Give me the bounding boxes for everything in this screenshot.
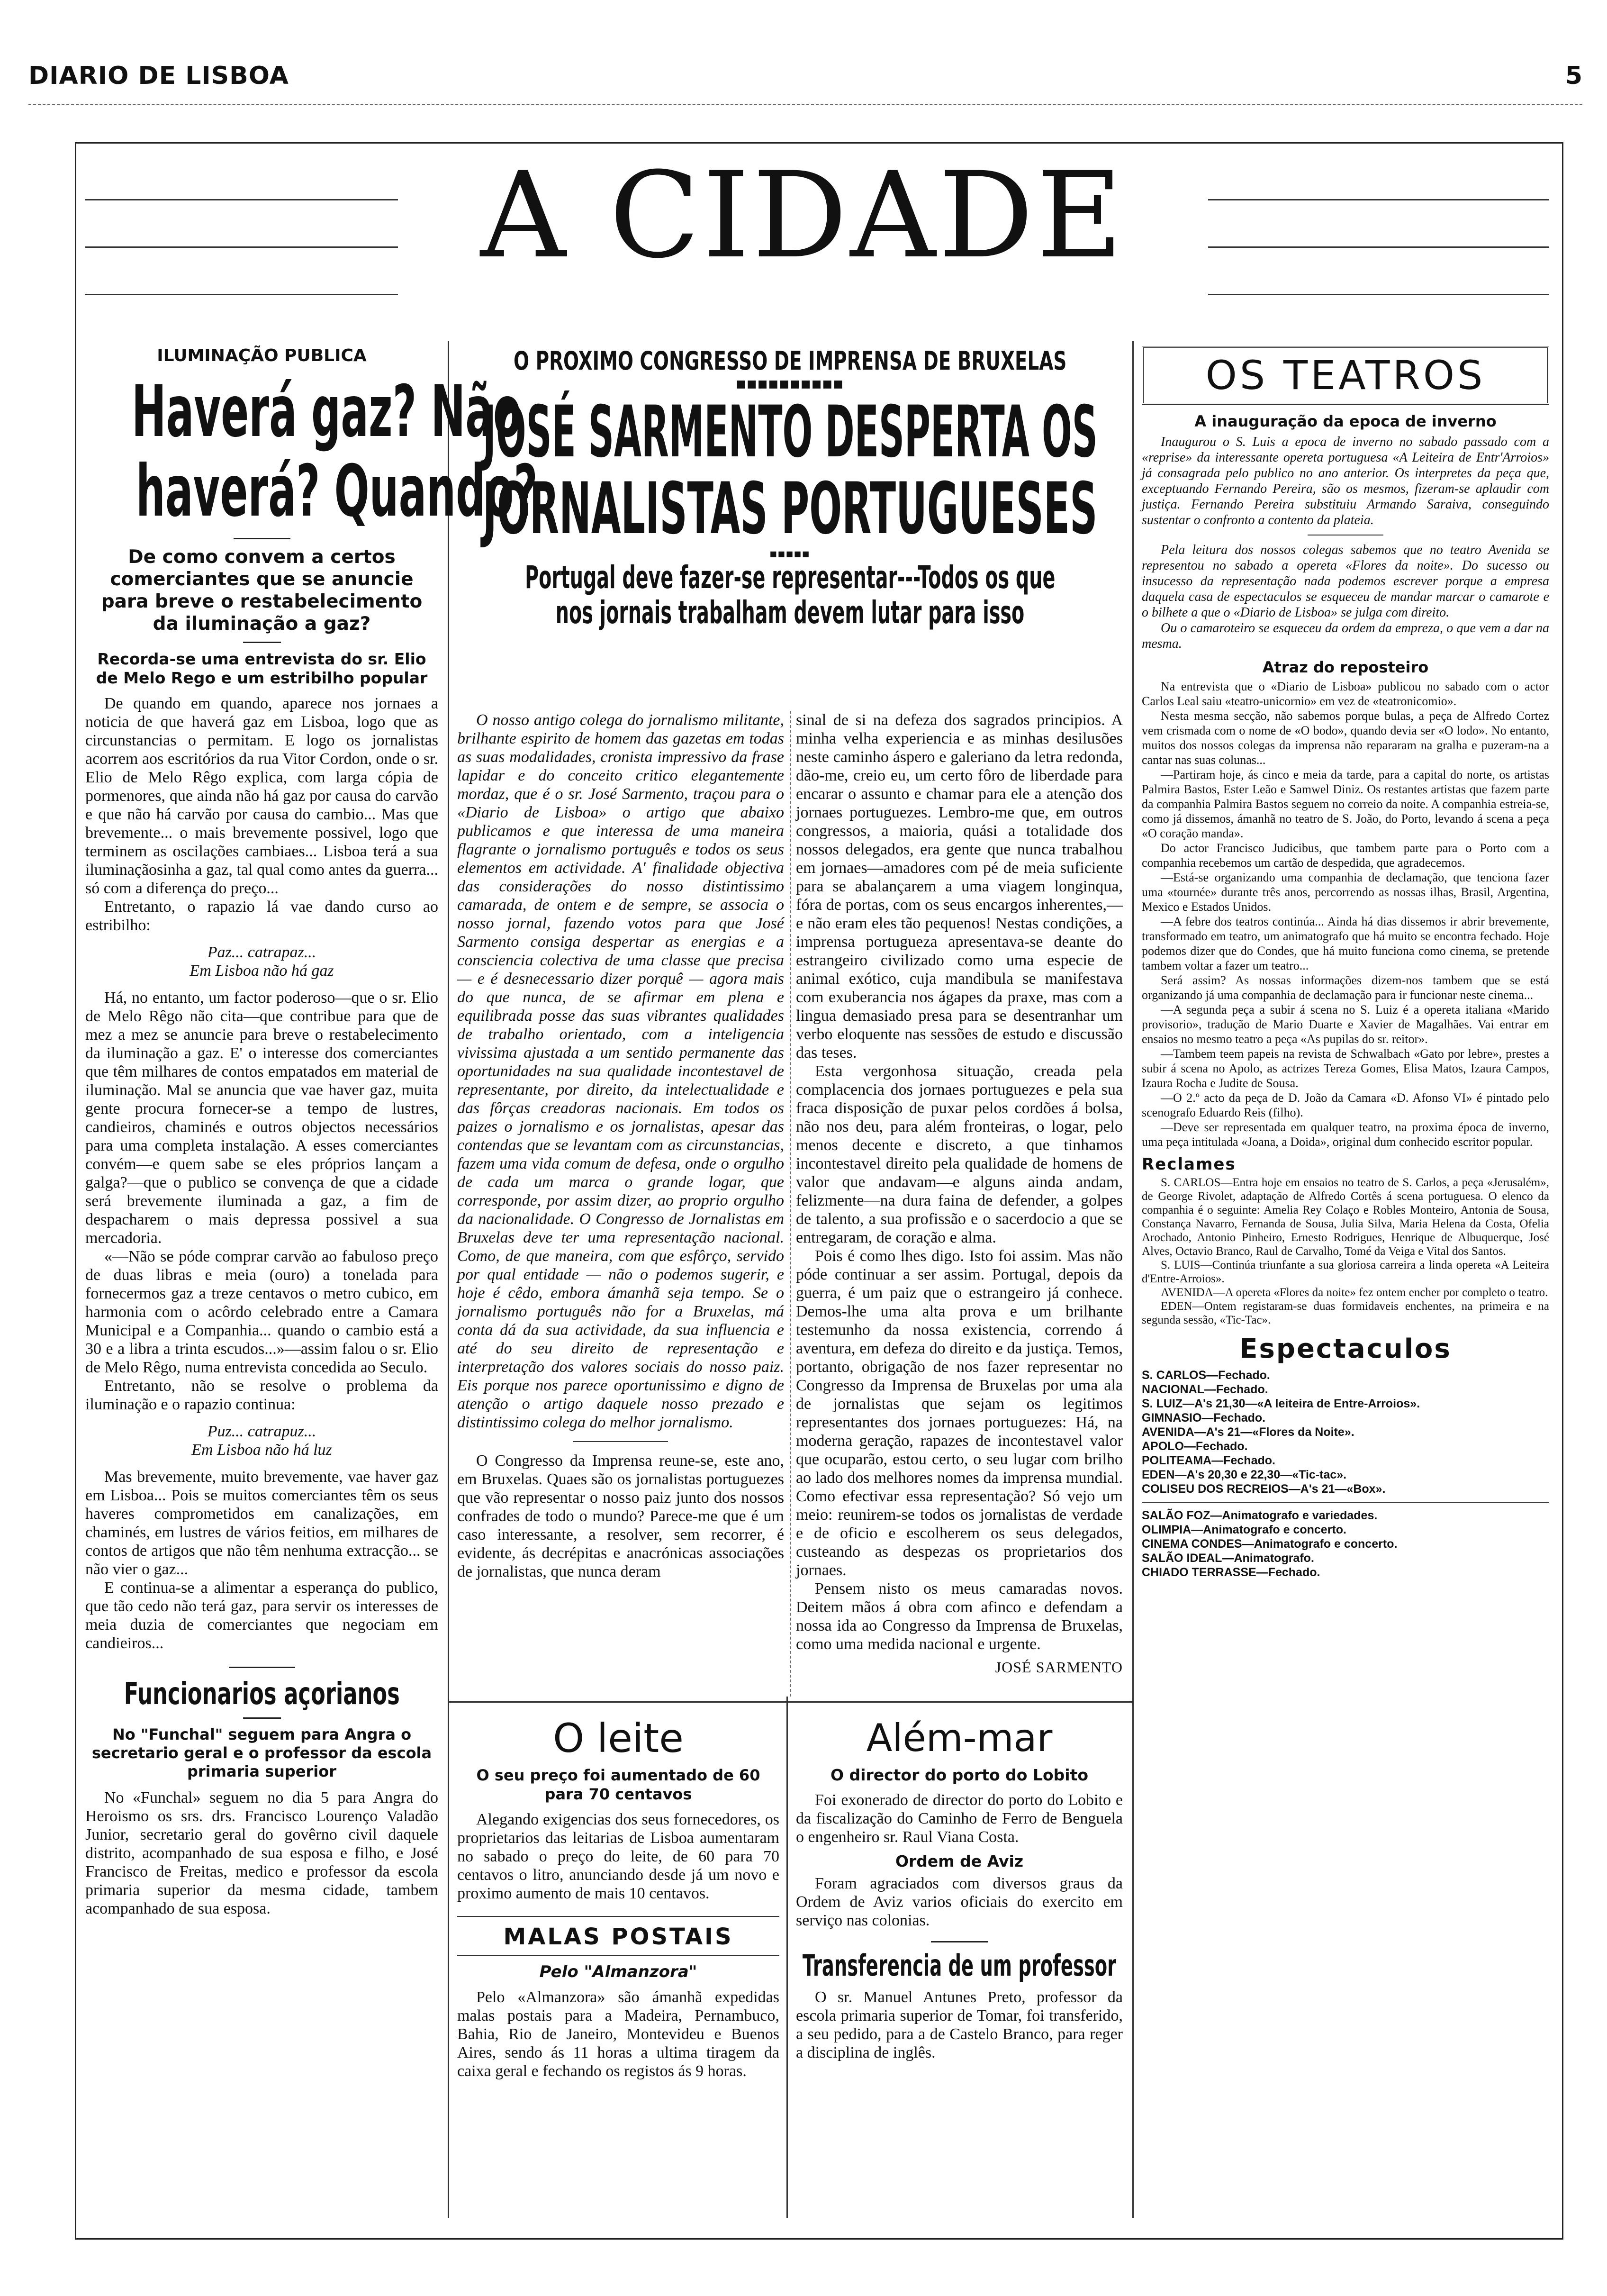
cinema-listing: CINEMA CONDES—Animatografo e concerto. [1142, 1537, 1398, 1551]
column-divider-2 [1132, 341, 1134, 2218]
teatros-paragraph: Pela leitura dos nossos colegas sabemos que no teatro Avenida se representou no sabado a opereta «Flores da noite». Do sucesso ou insucesso da representação nada podemos escrever porque a empresa daquela casa de espectaculos se esqueceu de mandar marcar o camarote e o bilhete a que o «Diario de Lisboa» se julga com direito. [1142, 543, 1549, 620]
teatros-subhead-inauguracao: A inauguração da epoca de inverno [1194, 412, 1497, 430]
masthead [28, 62, 1582, 90]
gas-paragraph: Mas brevemente, muito brevemente, vae haver gaz em Lisboa... Pois se muitos comerciantes têm os seus haveres comprometidos em canalizações, em chaminés, em lustres de vários feitios, em milhares de contos de artigos que não têm nenhuma extracção... se não vier o gaz... [85, 1468, 438, 1578]
reclames-paragraph: S. LUIS—Continúa triunfante a sua gloriosa carreira a linda opereta «A Leiteira d'Entre-Arroios». [1142, 1259, 1549, 1285]
acores-headline: Funcionarios açorianos [124, 1677, 400, 1712]
gas-paragraph: Entretanto, o rapazio lá vae dando curso ao estribilho: [85, 898, 438, 934]
congress-deck-line1: Portugal deve fazer-se representar---Todos os que [524, 559, 1056, 596]
gas-article [85, 346, 538, 1918]
gas-paragraph: E continua-se a alimentar a esperança do publico, que tão cedo não terá gaz, para servir os interesses de meia duzia de comerciantes que negociam em candieiros... [85, 1579, 438, 1652]
reposteiro-paragraph: —O 2.º acto da peça de D. João da Camara «D. Afonso VI» é pintado pelo scenografo Eduardo Reis (filho). [1142, 1091, 1549, 1119]
title-rule-right-mid [1208, 246, 1549, 248]
reclames-body [1142, 1176, 1549, 1327]
alem-mar-headline: Além-mar [866, 1716, 1053, 1760]
gas-end-rule [229, 1667, 295, 1668]
reposteiro-body [1142, 679, 1549, 1149]
congress-intro: O nosso antigo colega do jornalismo militante, brilhante espirito de homem das gazetas em todas as suas modalidades, cronista impressivo da frase lapidar e do conceito critico elegantemente mordaz, que é o sr. José Sarmento, traçou para o «Diario de Lisboa» o artigo que abaixo publicamos e que interessa de uma maneira flagrante o jornalismo português e todos os seus elementos em actividade. A' finalidade objectiva das considerações do nosso distintissimo camarada, de ontem e de sempre, se associa o nosso jornal, fazendo votos para que José Sarmento consiga despertar as energias e a consciencia colectiva de uma classe que precisa — e é desnecessario dizer porquê — agora mais do que nunca, de se afirmar em plena e equilibrada posse das suas vibrantes qualidades de trabalho orientado, com a inteligencia vivissima ajustada a um sentido permanente das oportunidades na sua qualidade incontestavel de representante, por direito, da intelectualidade e das fôrças creadoras nacionais. Em todos os paizes o jornalismo e os jornalistas, apesar das contendas que se levantam com as circunstancias, fazem uma vida comum de defesa, onde o orgulho de cada um marca o grande logar, que corresponde, por assim dizer, ao proprio orgulho da nacionalidade. O Congresso de Jornalistas em Bruxelas deve ter uma representação nacional. Como, de que maneira, com que esfôrço, servido por qual entidade — não o podemos sugerir, e hoje é cêdo, embora ámanhã seja tempo. Se o jornalismo português não for a Bruxelas, má conta dá da sua actividade, da sua influencia e até do seu direito de representação e interpretação dos valores sociais do nosso paiz. Eis porque nos parece oportunissimo e digno de atenção o artigo daquele nosso prezado e distintissimo colega do melhor jornalismo. [457, 711, 784, 1431]
professor-headline: Transferencia de um professor [802, 1948, 1117, 1983]
congress-ornament-2: ■■■■■ [769, 549, 811, 558]
reclames-paragraph: AVENIDA—A opereta «Flores da noite» fez ontem encher por completo o teatro. [1161, 1286, 1548, 1299]
gas-rule-2 [243, 642, 281, 643]
show-listing: S. CARLOS—Fechado. [1142, 1369, 1270, 1382]
malas-top-rule [457, 1916, 779, 1917]
aviz-subhead: Ordem de Aviz [895, 1852, 1024, 1870]
reposteiro-paragraph: —A febre dos teatros continúa... Ainda há dias dissemos ir abrir brevemente, transformado em teatro, um animatografo que há muito se encontra fechado. Hoje podemos dizer que do Condes, que há muito funciona como cinema, se pretende tambem voltar a fazer um teatro... [1142, 915, 1549, 972]
congress-deck-line2: nos jornais trabalham devem lutar para isso [555, 594, 1025, 631]
reposteiro-paragraph: —Está-se organizando uma companhia de declamação, que tenciona fazer uma «tournée» durante três anos, percorrendo as nossas ilhas, Brasil, Argentina, Mexico e Estados Unidos. [1142, 871, 1549, 914]
title-rule-left-bottom [85, 294, 398, 295]
congress-headline-line2: JORNALISTAS PORTUGUESES [482, 468, 1098, 550]
cinema-listing: SALÃO FOZ—Animatografo e variedades. [1142, 1509, 1378, 1522]
acores-rule [243, 1717, 281, 1719]
reposteiro-paragraph: —Partiram hoje, ás cinco e meia da tarde, para a capital do norte, os artistas Palmira Bastos, Ester Leão e Samwel Diniz. Os restantes artistas que fazem parte da companhia Palmira Bastos seguem no correio da noite. A companhia estreia-se, como já dissemos, ámanhã no teatro de S. João, do Porto, levando á scena a peça «O coração manda». [1142, 768, 1549, 840]
gas-verse-line: Puz... catrapuz... [207, 1423, 316, 1440]
masthead-divider [28, 104, 1582, 105]
title-rule-left-mid [85, 246, 398, 248]
congress-signature: JOSÉ SARMENTO [995, 1659, 1123, 1676]
gas-rule-1 [234, 538, 290, 539]
teatros-paragraph: Inaugurou o S. Luis a epoca de inverno no sabado passado com a «reprise» da interessante opereta portuguesa «A Leiteira de Entr'Arroios» já consagrada pelo publico no ano anterior. Os interpretes da peça que, exceptuando Fernando Pereira, são os mesmos, fizeram-se aplaudir com justiça. Fernando Pereira substituiu Armando Saraiva, conseguindo sustentar o confronto a contento da plateia. [1142, 435, 1549, 527]
teatros-subhead-espectaculos: Espectaculos [1239, 1334, 1452, 1364]
gas-headline-line2: haverá? Quando? [135, 450, 538, 533]
show-listing: EDEN—A's 20,30 e 22,30—«Tic-tac». [1142, 1468, 1347, 1481]
congress-paragraph: O Congresso da Imprensa reune-se, este ano, em Bruxelas. Quaes são os jornalistas portuguezes que vão representar o nosso paiz junto dos nossos confrades de todo o mundo? Parece-me que é um caso interessante, a resolver, sem recorrer, é evidente, ás decrépitas e anacrónicas associações de jornalistas, que nunca deram [457, 1452, 784, 1580]
teatros-intro [1142, 434, 1549, 652]
teatros-subhead-reclames: Reclames [1142, 1155, 1236, 1174]
teatros-paragraph: Ou o camaroteiro se esqueceu da ordem da empreza, o que vem a dar na mesma. [1142, 621, 1549, 651]
gas-paragraph: «—Não se póde comprar carvão ao fabuloso preço de duas libras e meia (ouro) a tonelada para fornecermos gaz a treze centavos o metro cubico, em harmonia com o acôrdo celebrado entre a Camara Municipal e a Companhia... quando o cambio está a 30 e a libra a trinta escudos...»—assim falou o sr. Elio de Melo Rêgo, numa entrevista concedida ao Seculo. [85, 1248, 438, 1376]
show-listing: S. LUIZ—A's 21,30—«A leiteira de Entre-Arroios». [1142, 1397, 1420, 1410]
show-listing: APOLO—Fechado. [1142, 1440, 1248, 1453]
malas-headline: MALAS POSTAIS [503, 1924, 733, 1950]
gas-verse-line: Paz... catrapaz... [207, 944, 316, 961]
title-rule-right-top [1208, 199, 1549, 200]
congress-article [457, 346, 1123, 630]
section-title: A CIDADE [480, 146, 1126, 284]
gas-paragraph: Há, no entanto, um factor poderoso—que o sr. Elio de Melo Rêgo não cita—que contribue para que de mez a mez se anuncie para breve o restabelecimento da iluminação a gaz. E' o interesse dos comerciantes que têm milhares de contos empatados em material de iluminação. Mal se anuncia que vae haver gaz, muita gente procura fornecer-se a tempo de lustres, candieiros, chaminés e outros objectos necessários para uma completa instalação. A esses comerciantes convém—e quem sabe se eles próprios lançam a galga?—que o publico se convença de que a cidade será brevemente iluminada a gaz, a fim de despacharem o mais depressa possivel a sua mercadoria. [85, 989, 438, 1247]
reposteiro-paragraph: —Deve ser representada em qualquer teatro, na proxima época de inverno, uma peça intitulada «Joana, a Doida», original dum conhecido escritor popular. [1142, 1120, 1549, 1149]
gas-paragraph: De quando em quando, aparece nos jornaes a noticia de que haverá gaz em Lisboa, logo que as circunstancias o permitam. E logo os jornalistas acorrem aos escritórios da rua Vitor Cordon, onde o sr. Elio de Melo Rêgo explica, com larga cópia de pormenores, que ainda não há gaz por causa do carvão e que não há carvão por causa do cambio... Mas que brevemente... o mais brevemente possivel, logo que terminem as oscilações cambiaes... Lisboa terá a sua iluminaçãosinha a gaz, tal qual como antes da guerra... só com a diferença do preço... [85, 695, 438, 897]
acores-deck: No "Funchal" seguem para Angra o secretario geral e o professor da escola primaria superior [91, 1725, 432, 1780]
professor-body: O sr. Manuel Antunes Preto, professor da escola primaria superior de Tomar, foi transferido, a seu pedido, para a de Castelo Branco, para reger a disciplina de inglês. [796, 1988, 1123, 2061]
congress-bottom-rule [448, 1701, 1132, 1703]
teatros-subhead-reposteiro: Atraz do reposteiro [1262, 658, 1429, 676]
acores-body: No «Funchal» seguem no dia 5 para Angra do Heroismo os srs. drs. Francisco Lourenço Valadão Junior, secretario geral do govêrno civil daquele distrito, acompanhado de sua esposa e filho, e José Francisco de Freitas, medico e professor da escola primaria superior da mesma cidade, tambem acompanhado de sua esposa. [85, 1789, 438, 1917]
congress-paragraph: Esta vergonhosa situação, creada pela complacencia dos jornaes portuguezes e pela sua fraca disposição de puxar pelos cordões á bolsa, não nos deu, para além fronteiras, o logar, pelo menos decente e discreto, a que tinhamos incontestavel direito pela qualidade de homens de valor que andavam—e alguns ainda andam, felizmente—na dura faina de defender, a golpes de talento, a sua profissão e o sacerdocio a que se entregaram, de coração e alma. [796, 1062, 1123, 1246]
column-divider-1 [448, 341, 449, 2218]
alem-mar-body: Foi exonerado de director do porto do Lobito e da fiscalização do Caminho de Ferro de Benguela o engenheiro sr. Raul Viana Costa. [796, 1791, 1123, 1846]
leite-body: Alegando exigencias dos seus fornecedores, os proprietarios das leitarias de Lisboa aumentaram no sabado o preço do leite, de 60 para 70 centavos o litro, anunciando desde já um novo e proximo aumento de mais 10 centavos. [457, 1811, 779, 1902]
teatros-column [1142, 346, 1549, 1579]
congress-inner-divider [790, 711, 791, 1697]
title-rule-right-bottom [1208, 294, 1549, 295]
reposteiro-paragraph: Será assim? As nossas informações dizem-nos tambem que se está organizando já uma companhia de declamação para ir funcionar neste cinema... [1142, 973, 1549, 1002]
aviz-body: Foram agraciados com diversos graus da Ordem de Aviz varios oficiais do exercito em serviço nas colonias. [796, 1875, 1123, 1929]
show-listing: NACIONAL—Fechado. [1142, 1383, 1268, 1396]
leite-article [457, 1715, 779, 2080]
leite-deck: O seu preço foi aumentado de 60 para 70 centavos [476, 1766, 760, 1803]
reclames-paragraph: EDEN—Ontem registaram-se duas formidaveis enchentes, na primeira e na segunda sessão, «Tic-Tac». [1142, 1300, 1549, 1326]
alem-mar-article [796, 1715, 1123, 2062]
congress-kicker: O PROXIMO CONGRESSO DE IMPRENSA DE BRUXELAS [513, 346, 1067, 376]
congress-paragraph: sinal de si na defeza dos sagrados principios. A minha velha experiencia e as minhas desilusões neste caminho áspero e galeriano da letra redonda, dão-me, creio eu, um certo fôro de liberdade para encarar o assunto e chamar para ele a atenção dos jornaes portuguezes. Lembro-me que, em outros congressos, a maioria, quási a totalidade dos nossos delegados, era gente que nunca trabalhou em jornaes—amadores com pé de meia suficiente para se abalançarem a uma viagem longinqua, fóra de portas, com os seus encargos inherentes,—e não eram eles tão pequenos! Nestas condições, a imprensa portugueza apresentava-se deante do estrangeiro civilizado como uma especie de animal exótico, cuja mandibula se manifestava com exuberancia nos ágapes da praxe, mas com a lingua demasiado presa para se desentranhar um verbo eloquente nas sessões de estudo e discussão das teses. [796, 711, 1123, 1062]
show-listing: POLITEAMA—Fechado. [1142, 1454, 1275, 1467]
gas-verse-line: Em Lisboa não há gaz [190, 962, 334, 980]
professor-rule [931, 1941, 988, 1942]
gas-deck: De como convem a certos comerciantes que se anuncie para breve o restabelecimento da iluminação a gaz? [101, 546, 423, 635]
show-listing: GIMNASIO—Fechado. [1142, 1411, 1266, 1425]
gas-kicker: ILUMINAÇÃO PUBLICA [157, 346, 367, 365]
reposteiro-paragraph: Do actor Francisco Judicibus, que tambem parte para o Porto com a companhia recebemos um cartão de despedida, que agradecemos. [1142, 841, 1549, 870]
leite-headline: O leite [553, 1715, 684, 1761]
reposteiro-paragraph: Na entrevista que o «Diario de Lisboa» publicou no sabado com o actor Carlos Leal saiu «teatro-unicornio» em vez de «teatronicomio». [1142, 680, 1549, 708]
congress-headline-line1: JOSÉ SARMENTO DESPERTA OS [482, 391, 1098, 473]
gas-verse-line: Em Lisboa não há luz [191, 1441, 332, 1459]
reclames-paragraph: S. CARLOS—Entra hoje em ensaios no teatro de S. Carlos, a peça «Jerusalém», de George Rivolet, adaptação de Alfredo Cortês á scena portuguesa. O elenco da companhia é o seguinte: Amelia Rey Colaço e Robles Monteiro, Antonia de Sousa, Constança Navarro, Fernanda de Sousa, Julia Silva, Maria Helena da Costa, Ofelia Arochado, Antonio Pinheiro, Ernesto Rodrigues, Henrique de Albuquerque, José Alves, Octavio Branco, Raul de Carvalho, Tomé da Veiga e Vital dos Santos. [1142, 1176, 1549, 1258]
malas-bottom-rule [457, 1955, 779, 1956]
gas-paragraph: Entretanto, não se resolve o problema da iluminação e o rapazio continua: [85, 1377, 438, 1413]
gas-body [85, 694, 438, 1652]
congress-intro-column [457, 711, 784, 1581]
column-divider-lower [786, 1697, 788, 2218]
reposteiro-paragraph: —Tambem teem papeis na revista de Schwalbach «Gato por lebre», prestes a subir á scena no Apolo, as actrizes Tereza Gomes, Elisa Matos, Izaura Campos, Izaura Rocha e Judite de Sousa. [1142, 1047, 1549, 1090]
gas-headline-line1: Haverá gaz? Não [131, 371, 522, 453]
gas-subdeck: Recorda-se uma entrevista do sr. Elio de Melo Rego e um estribilho popular [96, 650, 428, 687]
congress-paragraph: Pensem nisto os meus camaradas novos. Deitem mãos á obra com afinco e defendam a nossa ida ao Congresso da Imprensa de Bruxelas, como uma medida nacional e urgente. [796, 1580, 1123, 1653]
alem-mar-deck: O director do porto do Lobito [830, 1766, 1089, 1784]
title-rule-left-top [85, 199, 398, 200]
congress-body-column [796, 711, 1123, 1677]
shows-list [1142, 1368, 1549, 1496]
reposteiro-paragraph: —A segunda peça a subir á scena no S. Luiz é a opereta italiana «Marido provisorio», tradução de Mario Duarte e Xavier de Magalhães. Vai entrar em ensaios no mesmo teatro a peça «As pupilas do sr. reitor». [1142, 1003, 1549, 1046]
cinema-list [1142, 1508, 1549, 1579]
show-listing: COLISEU DOS RECREIOS—A's 21—«Box». [1142, 1482, 1386, 1496]
cinema-listing: SALÃO IDEAL—Animatografo. [1142, 1552, 1314, 1565]
newspaper-name: DIARIO DE LISBOA [28, 62, 289, 90]
page-number: 5 [1565, 62, 1582, 90]
congress-intro-rule [573, 1441, 668, 1442]
cinema-rule [1142, 1502, 1549, 1503]
teatros-header: OS TEATROS [1142, 346, 1549, 405]
malas-deck: Pelo "Almanzora" [539, 1962, 697, 1981]
acores-body-wrap [85, 1788, 438, 1918]
show-listing: AVENIDA—A's 21—«Flores da Noite». [1142, 1425, 1354, 1439]
congress-paragraph: Pois é como lhes digo. Isto foi assim. Mas não póde continuar a ser assim. Portugal, depois da guerra, é um paiz que o estrangeiro já conhece. Demos-lhe uma alta prova e um brilhante testemunho da nossa existencia, correndo á aventura, em defeza do direito e da justiça. Temos, portanto, obrigação de nos fazer representar no Congresso da Imprensa de Bruxelas por uma ala de jornalistas que sejam os legitimos representantes dos jornaes portuguezes: Há, na moderna geração, rapazes de incontestavel valor que ocuparão, estou certo, o seu lugar com brilho ao lado dos melhores nomes da imprensa mundial. Como efectivar essa representação? Só vejo um meio: reunirem-se todos os jornalistas de verdade e de oficio e escolherem os seus delegados, custeando as despezas os proprietarios dos jornaes. [796, 1247, 1123, 1579]
cinema-listing: CHIADO TERRASSE—Fechado. [1142, 1566, 1320, 1579]
cinema-listing: OLIMPIA—Animatografo e concerto. [1142, 1523, 1346, 1536]
reposteiro-paragraph: Nesta mesma secção, não sabemos porque bulas, a peça de Alfredo Cortez vem crismada com o nome de «O bodo», quando devia ser «O lodo». No entanto, muitos dos nossos colegas da imprensa não repararam na gralha e puzeram-na a cantar nas suas colunas... [1142, 709, 1549, 767]
congress-ornament: ■■■■■■■■■■ [736, 378, 844, 390]
malas-body: Pelo «Almanzora» são ámanhã expedidas malas postais para a Madeira, Pernambuco, Bahia, Rio de Janeiro, Montevideu e Buenos Aires, sendo ás 11 horas a ultima tiragem da caixa geral e fechando os registos ás 9 horas. [457, 1988, 779, 2080]
acores-article [85, 1678, 438, 1711]
